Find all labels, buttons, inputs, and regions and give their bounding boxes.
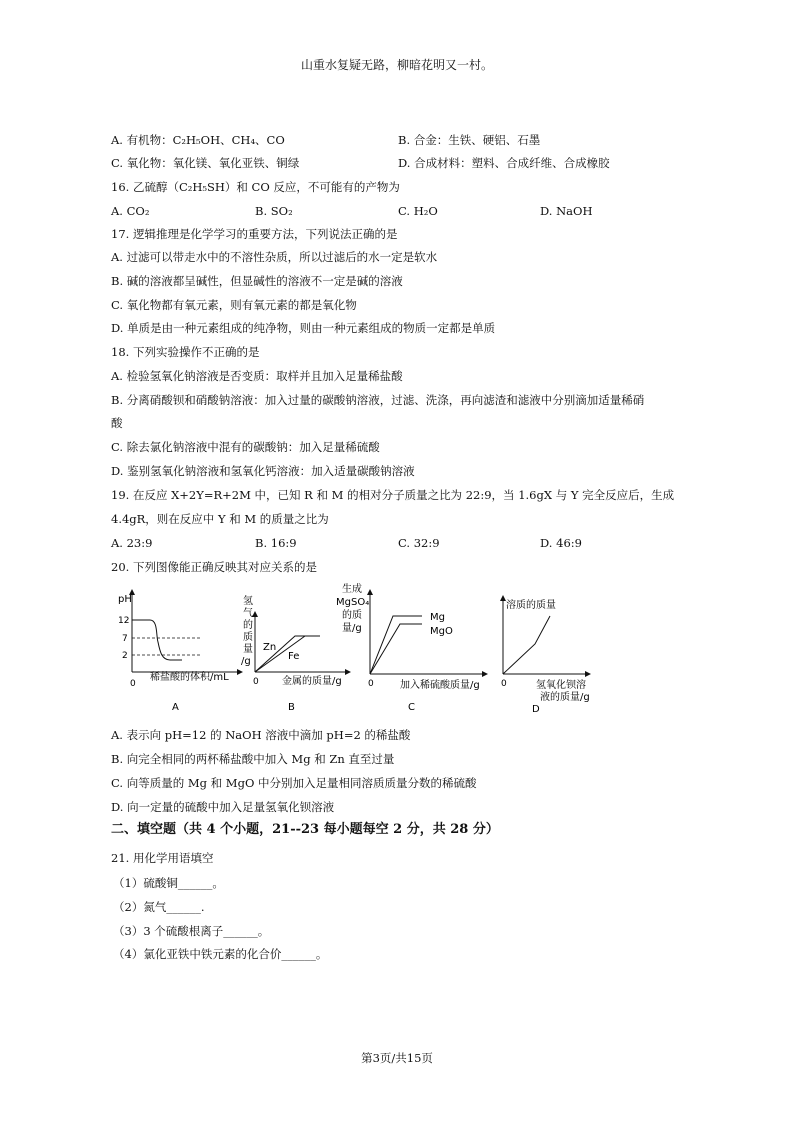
graph-d-xlabel-line1: 氢氧化钡溶 [536,680,586,691]
graph-b-xlabel: 金属的质量/g [282,676,342,687]
graph-a-ylabel: pH [118,594,132,605]
q19-stem-line2: 4.4gR，则在反应中 Y 和 M 的质量之比为 [111,512,329,526]
graph-c-mgo-line [370,624,422,674]
q17-option-d: D. 单质是由一种元素组成的纯净物，则由一种元素组成的物质一定都是单质 [111,321,496,335]
q16-option-c: C. H₂O [398,204,438,218]
q17-option-c: C. 氧化物都有氧元素，则有氧元素的都是氧化物 [111,298,357,312]
q21-stem: 21. 用化学用语填空 [111,851,214,865]
graph-c-xlabel: 加入稀硫酸质量/g [400,680,480,691]
graph-a-tick-12: 12 [118,616,130,626]
q18-option-b-line1: B. 分离硝酸钡和硝酸钠溶液：加入过量的碳酸钠溶液，过滤、洗涤，再向滤渣和滤液中分别滴加适量稀硝 [111,393,645,407]
q15-option-c: C. 氧化物：氧化镁、氧化亚铁、铜绿 [111,156,300,170]
q15-option-a: A. 有机物：C₂H₅OH、CH₄、CO [111,133,285,147]
q17-option-b: B. 碱的溶液都呈碱性，但显碱性的溶液不一定是碱的溶液 [111,274,403,288]
graph-a-curve [132,620,182,660]
q15-option-d: D. 合成材料：塑料、合成纤维、合成橡胶 [398,156,610,170]
graph-c-mg-line [370,616,422,674]
page-footer: 第3页/共15页 [361,1051,433,1065]
q16-option-d: D. NaOH [540,204,593,218]
q20-option-d: D. 向一定量的硫酸中加入足量氢氧化钡溶液 [111,800,335,814]
graph-d [501,598,590,715]
graph-a-letter: A [172,702,179,713]
q16-option-a: A. CO₂ [111,204,150,218]
q20-stem: 20. 下列图像能正确反映其对应关系的是 [111,560,317,574]
graph-c-origin: 0 [368,679,374,689]
section-2-heading: 二、填空题（共 4 个小题，21--23 每小题每空 2 分，共 28 分） [111,822,499,837]
q21-item-1: （1）硫酸铜______。 [113,876,224,890]
q20-option-a: A. 表示向 pH=12 的 NaOH 溶液中滴加 pH=2 的稀盐酸 [111,728,411,742]
q18-option-a: A. 检验氢氧化钠溶液是否变质：取样并且加入足量稀盐酸 [111,369,403,383]
q19-option-c: C. 32:9 [398,536,440,550]
graph-b-fe-label: Fe [288,651,300,662]
graph-d-curve [503,616,550,674]
graph-a-tick-2: 2 [122,651,128,661]
q21-item-2: （2）氮气______. [113,900,205,914]
graph-d-ylabel: 溶质的质量 [506,600,556,611]
graph-b-letter: B [288,702,295,713]
graph-a-origin: 0 [130,679,136,689]
q19-option-a: A. 23:9 [111,536,153,550]
graph-b-origin: 0 [253,677,259,687]
q21-item-4: （4）氯化亚铁中铁元素的化合价______。 [113,947,328,961]
graph-b [241,594,348,713]
q20-option-c: C. 向等质量的 Mg 和 MgO 中分别加入足量相同溶质质量分数的稀硫酸 [111,776,477,790]
graph-c [336,582,485,713]
q20-graphs [110,580,610,720]
q18-option-d: D. 鉴别氢氧化钠溶液和氢氧化钙溶液：加入适量碳酸钠溶液 [111,464,415,478]
q18-option-c: C. 除去氯化钠溶液中混有的碳酸钠：加入足量稀硫酸 [111,440,380,454]
q18-option-b-line2: 酸 [111,416,123,430]
q18-stem: 18. 下列实验操作不正确的是 [111,345,260,359]
q16-stem: 16. 乙硫醇（C₂H₅SH）和 CO 反应，不可能有的产物为 [111,180,400,194]
q19-stem-line1: 19. 在反应 X+2Y=R+2M 中，已知 R 和 M 的相对分子质量之比为 22:9，当 1.6gX 与 Y 完全反应后，生成 [111,488,675,502]
q20-option-b: B. 向完全相同的两杯稀盐酸中加入 Mg 和 Zn 直至过量 [111,752,395,766]
q17-stem: 17. 逻辑推理是化学学习的重要方法，下列说法正确的是 [111,227,398,241]
graph-c-letter: C [408,702,415,713]
q19-option-d: D. 46:9 [540,536,582,550]
q21-item-3: （3）3 个硫酸根离子______。 [113,924,270,938]
graph-a-tick-7: 7 [122,634,128,644]
graph-d-xlabel-line2: 液的质量/g [540,692,590,703]
graph-d-letter: D [532,704,540,715]
page-header-motto: 山重水复疑无路，柳暗花明又一村。 [300,58,493,72]
graph-c-ylabel: 生成 MgSO₄ 的质 量/g [336,584,370,634]
graph-d-origin: 0 [501,679,507,689]
q19-option-b: B. 16:9 [255,536,297,550]
q15-option-b: B. 合金：生铁、硬铝、石墨 [398,133,541,147]
graph-a [118,592,240,713]
graph-c-mg-label: Mg [430,612,445,623]
q17-option-a: A. 过滤可以带走水中的不溶性杂质，所以过滤后的水一定是软水 [111,250,438,264]
q16-option-b: B. SO₂ [255,204,293,218]
graph-a-xlabel: 稀盐酸的体积/mL [150,672,229,683]
graph-b-ylabel: 氢 气 的 质 量 /g [241,596,253,667]
graph-b-zn-label: Zn [263,642,277,653]
graph-c-mgo-label: MgO [430,626,453,637]
